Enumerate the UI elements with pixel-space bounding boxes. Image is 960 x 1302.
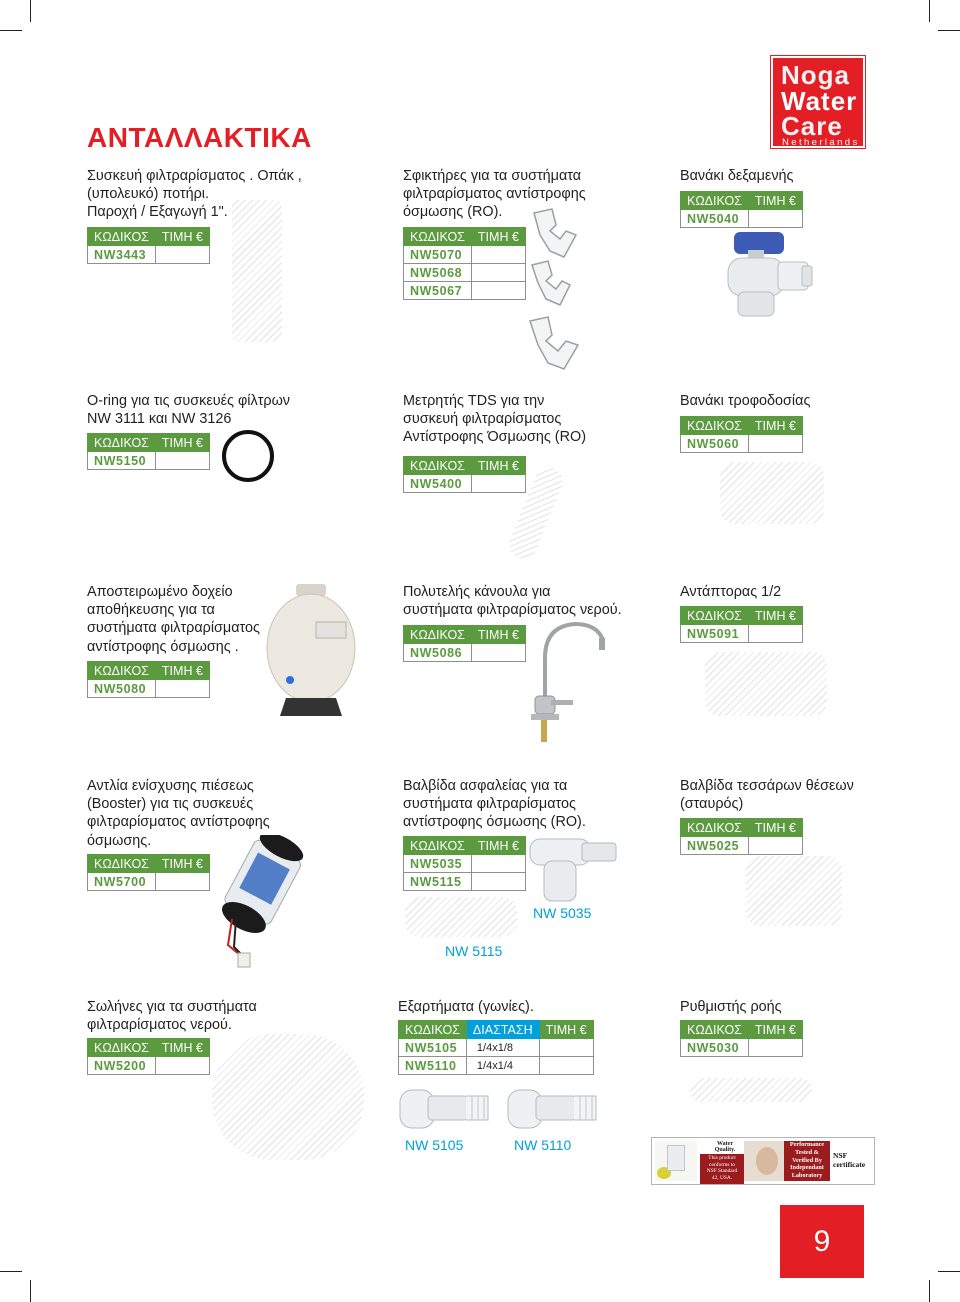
four-way-valve-image (746, 856, 842, 926)
price-cell (748, 837, 802, 855)
description-line: συσκευή φιλτραρίσματος (403, 411, 562, 428)
crop-mark (938, 1271, 960, 1272)
code-header: ΚΩΔΙΚΟΣ (681, 1021, 749, 1039)
description-line: συστήματα φιλτραρίσματος (403, 796, 576, 813)
product-code: NW5110 (399, 1057, 467, 1075)
price-cell (748, 625, 802, 643)
product-code: NW5070 (404, 246, 472, 264)
price-table-feed-valve (680, 416, 803, 453)
description-line: Εξαρτήματα (γωνίες). (398, 999, 534, 1015)
crop-mark (929, 0, 930, 22)
price-cell (155, 873, 209, 891)
noga-water-care-logo (771, 56, 865, 148)
code-header: ΚΩΔΙΚΟΣ (88, 855, 156, 873)
description-line: Βανάκι δεξαμενής (680, 168, 794, 184)
feed-valve-image (720, 462, 824, 524)
price-table-safety-valve (403, 836, 526, 891)
price-header: ΤΙΜΗ € (748, 1021, 802, 1039)
lab-text-line: Verified By (792, 1156, 822, 1164)
price-table-adapter (680, 606, 803, 643)
conformity-text-line: conforms to (709, 1161, 735, 1168)
price-cell (471, 475, 525, 493)
description-line: Μετρητής TDS για την (403, 393, 545, 409)
dimension-value: 1/4x1/8 (466, 1039, 539, 1057)
oring-image (220, 428, 276, 484)
price-table-clamps (403, 227, 526, 300)
product-code: NW5086 (404, 644, 472, 662)
price-table-flow (680, 1020, 803, 1057)
description-line: αντίστροφης όσμωσης . (87, 638, 239, 655)
price-cell (155, 680, 209, 698)
price-table-faucet (403, 625, 526, 662)
code-header: ΚΩΔΙΚΟΣ (404, 837, 472, 855)
lab-text-line: Laboratory (791, 1172, 823, 1180)
price-header: ΤΙΜΗ € (155, 228, 209, 246)
description-line: αποθήκευσης για τα (87, 602, 215, 619)
price-cell (471, 282, 525, 300)
product-description-adapter (680, 583, 781, 601)
caption-nw-5105: NW 5105 (405, 1137, 464, 1153)
logo-line-care: Care (781, 111, 843, 141)
lemon-icon (655, 1141, 697, 1181)
faucet-image (525, 618, 611, 744)
price-header: ΤΙΜΗ € (155, 662, 209, 680)
code-header: ΚΩΔΙΚΟΣ (88, 1039, 156, 1057)
price-cell (471, 644, 525, 662)
lab-text-line: Tested & (795, 1148, 819, 1156)
product-code: NW5040 (681, 210, 749, 228)
caption-nw-5110: NW 5110 (514, 1137, 572, 1153)
code-header: ΚΩΔΙΚΟΣ (404, 626, 472, 644)
logo-line-noga: Noga (781, 60, 850, 90)
description-line: (Booster) για τις συσκευές (87, 796, 254, 813)
price-header: ΤΙΜΗ € (471, 837, 525, 855)
code-header: ΚΩΔΙΚΟΣ (88, 662, 156, 680)
lab-text-line: Independant (790, 1164, 824, 1172)
price-cell (748, 210, 802, 228)
tank-valve-image (722, 228, 818, 320)
person-drinking-image (744, 1141, 784, 1181)
filter-housing-image (232, 200, 282, 342)
lab-tested-block (784, 1141, 830, 1181)
dimension-value: 1/4x1/4 (466, 1057, 539, 1075)
description-line: Αντλία ενίσχυσης πιέσεως (87, 778, 254, 794)
price-table-housing (87, 227, 210, 264)
safety-valve-5035-image (526, 835, 622, 905)
description-line: συστήματα φιλτραρίσματος (87, 620, 260, 637)
product-description-faucet (403, 583, 622, 619)
price-header: ΤΙΜΗ € (748, 607, 802, 625)
price-header: ΤΙΜΗ € (748, 192, 802, 210)
caption-nw-5035: NW 5035 (533, 905, 592, 921)
conformity-text-line: This product (708, 1155, 736, 1161)
price-table-tank-valve (680, 191, 803, 228)
product-code: NW3443 (88, 246, 156, 264)
code-header: ΚΩΔΙΚΟΣ (88, 434, 156, 452)
description-line: φιλτραρίσματος αντίστροφης (403, 186, 586, 203)
description-line: φιλτραρίσματος αντίστροφης (87, 814, 270, 831)
product-description-safety-valve (403, 777, 586, 832)
tubes-image (212, 1034, 364, 1160)
water-quality-line1: Water (717, 1141, 733, 1147)
price-cell (155, 246, 209, 264)
description-line: Βαλβίδα τεσσάρων θέσεων (680, 778, 854, 794)
code-header: ΚΩΔΙΚΟΣ (681, 192, 749, 210)
price-cell (539, 1057, 593, 1075)
code-header: ΚΩΔΙΚΟΣ (404, 457, 472, 475)
product-description-flow (680, 998, 782, 1016)
description-line: Αντίστροφης Όσμωσης (RO) (403, 429, 586, 446)
price-header: ΤΙΜΗ € (539, 1021, 593, 1039)
description-line: φιλτραρίσματος νερού. (87, 1017, 232, 1034)
product-description-tank-valve (680, 167, 793, 185)
description-line: (υπολευκό) ποτήρι. (87, 186, 210, 203)
price-table-tank (87, 661, 210, 698)
crop-mark (0, 30, 22, 31)
description-line: O-ring για τις συσκευές φίλτρων (87, 393, 290, 409)
crop-mark (938, 30, 960, 31)
description-line: Βανάκι τροφοδοσίας (680, 393, 811, 409)
product-code: NW5068 (404, 264, 472, 282)
price-header: ΤΙΜΗ € (471, 457, 525, 475)
description-line: συστήματα φιλτραρίσματος νερού. (403, 602, 622, 619)
price-cell (748, 1039, 802, 1057)
price-header: ΤΙΜΗ € (471, 228, 525, 246)
product-code: NW5105 (399, 1039, 467, 1057)
description-line: Αντάπτορας 1/2 (680, 584, 782, 600)
product-code: NW5067 (404, 282, 472, 300)
description-line: NW 3111 και NW 3126 (87, 411, 232, 428)
booster-pump-image (218, 835, 318, 975)
code-header: ΚΩΔΙΚΟΣ (681, 417, 749, 435)
product-description-oring (87, 392, 290, 428)
safety-valve-5115-image (405, 897, 517, 937)
code-header: ΚΩΔΙΚΟΣ (404, 228, 472, 246)
elbow-fitting-5110-image (504, 1080, 600, 1136)
conformity-text-line: 42, USA. (711, 1174, 733, 1181)
elbow-fitting-5105-image (396, 1080, 492, 1136)
price-table-four-way (680, 818, 803, 855)
product-code: NW5025 (681, 837, 749, 855)
product-code: NW5400 (404, 475, 472, 493)
product-description-fittings (398, 998, 534, 1016)
product-description-tds (403, 392, 586, 447)
price-header: ΤΙΜΗ € (155, 434, 209, 452)
description-line: Σωλήνες για τα συστήματα (87, 999, 257, 1015)
price-cell (471, 873, 525, 891)
product-code: NW5150 (88, 452, 156, 470)
description-line: αντίστροφης όσμωσης (RO). (403, 814, 586, 831)
conformity-text-block (700, 1154, 744, 1184)
storage-tank-image (262, 582, 360, 718)
certification-strip (651, 1137, 875, 1185)
flow-regulator-image (690, 1078, 812, 1102)
price-table-oring (87, 433, 210, 470)
product-code: NW5030 (681, 1039, 749, 1057)
product-code: NW5060 (681, 435, 749, 453)
product-code: NW5035 (404, 855, 472, 873)
adapter-image (705, 652, 827, 716)
water-quality-line2: Quality. (714, 1147, 736, 1153)
description-line: (σταυρός) (680, 796, 744, 813)
code-header: ΚΩΔΙΚΟΣ (681, 607, 749, 625)
price-cell (471, 264, 525, 282)
logo-line-water: Water (781, 86, 858, 116)
price-header: ΤΙΜΗ € (471, 626, 525, 644)
description-line: Σφικτήρες για τα συστήματα (403, 168, 582, 184)
description-line: Ρυθμιστής ροής (680, 999, 782, 1015)
logo-line-netherlands: Netherlands (782, 137, 860, 148)
code-header: ΚΩΔΙΚΟΣ (399, 1021, 467, 1039)
price-header: ΤΙΜΗ € (155, 1039, 209, 1057)
product-code: NW5080 (88, 680, 156, 698)
price-header: ΤΙΜΗ € (155, 855, 209, 873)
page-number: 9 (780, 1205, 864, 1278)
product-description-tank (87, 583, 260, 656)
description-line: Βαλβίδα ασφαλείας για τα (403, 778, 568, 794)
product-code: NW5200 (88, 1057, 156, 1075)
product-code: NW5091 (681, 625, 749, 643)
price-table-tubes (87, 1038, 210, 1075)
price-table-tds (403, 456, 526, 493)
lab-text-line: Performance (789, 1141, 825, 1148)
description-line: Παροχή / Εξαγωγή 1". (87, 204, 228, 221)
price-header: ΤΙΜΗ € (748, 417, 802, 435)
code-header: ΚΩΔΙΚΟΣ (88, 228, 156, 246)
dimension-header: ΔΙΑΣΤΑΣΗ (466, 1021, 539, 1039)
price-table-fittings (398, 1020, 594, 1075)
caption-nw-5115: NW 5115 (445, 943, 503, 959)
nsf-certificate-label: NSF certificate (833, 1151, 866, 1169)
description-line: Πολυτελής κάνουλα για (403, 584, 551, 600)
product-description-four-way (680, 777, 854, 813)
clamps-image (526, 205, 586, 375)
description-line: Συσκευή φιλτραρίσματος . Οπάκ , (87, 168, 302, 184)
price-header: ΤΙΜΗ € (748, 819, 802, 837)
description-line: όσμωσης (RO). (403, 204, 503, 221)
price-cell (748, 435, 802, 453)
description-line: όσμωσης. (87, 832, 152, 849)
price-cell (471, 246, 525, 264)
price-cell (155, 452, 209, 470)
price-cell (539, 1039, 593, 1057)
crop-mark (929, 1280, 930, 1302)
conformity-text-line: NSF Standard (706, 1168, 738, 1175)
page-title: ΑΝΤΑΛΛΑΚΤΙΚΑ (87, 122, 312, 153)
product-description-tubes (87, 998, 257, 1034)
description-line: Αποστειρωμένο δοχείο (87, 584, 233, 600)
price-table-pump (87, 854, 210, 891)
code-header: ΚΩΔΙΚΟΣ (681, 819, 749, 837)
price-cell (471, 855, 525, 873)
product-code: NW5115 (404, 873, 472, 891)
crop-mark (30, 0, 31, 22)
product-description-feed-valve (680, 392, 810, 410)
product-code: NW5700 (88, 873, 156, 891)
price-cell (155, 1057, 209, 1075)
crop-mark (0, 1271, 22, 1272)
crop-mark (30, 1280, 31, 1302)
